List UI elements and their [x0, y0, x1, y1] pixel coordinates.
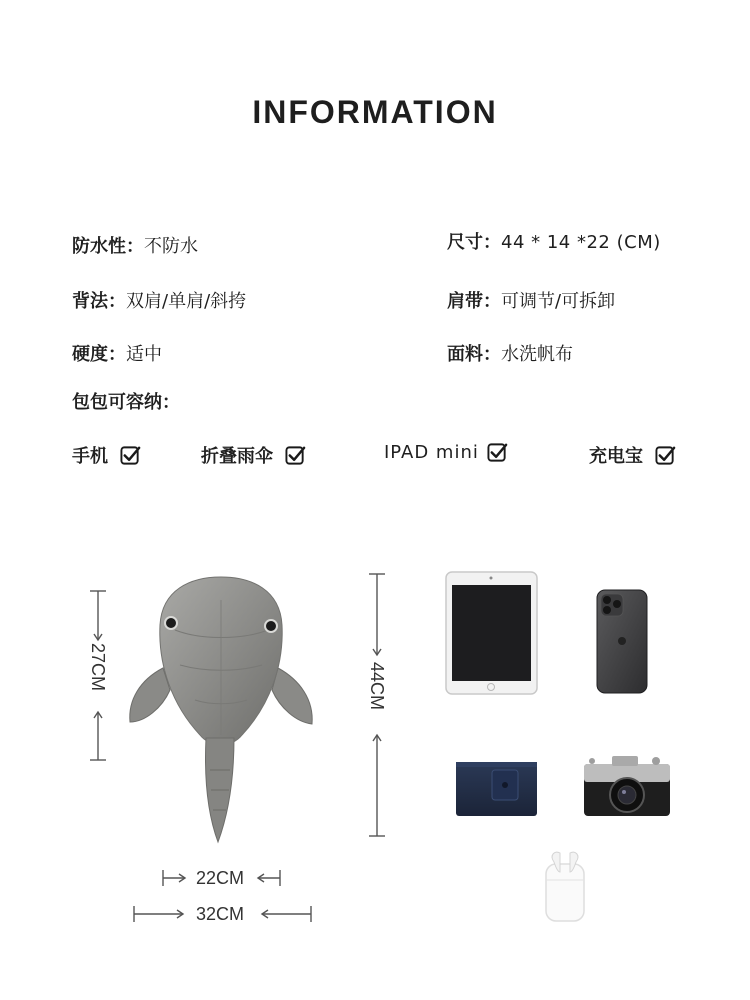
tablet-image	[446, 572, 537, 694]
spec-label: 肩带：	[447, 291, 501, 312]
capacity-item-label: 充电宝	[589, 446, 643, 467]
spec-label: 硬度：	[72, 344, 126, 365]
capacity-label-text: 包包可容纳：	[72, 392, 180, 413]
spec-value: 适中	[126, 344, 162, 365]
spec-value: 水洗帆布	[501, 344, 573, 365]
spec-value: 不防水	[144, 236, 198, 257]
spec-value: 双肩/单肩/斜挎	[126, 291, 247, 312]
spec-label: 背法：	[72, 291, 126, 312]
dimension-label-width-inner: 22CM	[196, 868, 245, 888]
wallet-image	[456, 762, 537, 816]
phone-image	[597, 590, 647, 693]
spec-label: 防水性：	[72, 236, 144, 257]
shark-bag-image	[130, 577, 312, 842]
spec-label: 面料：	[447, 344, 501, 365]
dimension-label-height-total: 44CM	[367, 662, 387, 711]
camera-image	[584, 756, 670, 816]
dimension-label-height-left: 27CM	[88, 643, 108, 692]
capacity-item-label: 手机	[72, 446, 108, 467]
spec-label: 尺寸：	[447, 232, 501, 253]
spec-value: 可调节/可拆卸	[501, 291, 616, 312]
earbuds-case-image	[546, 852, 584, 921]
capacity-item-label: IPAD mini	[384, 442, 479, 463]
spec-value: 44 * 14 *22 (CM)	[501, 232, 661, 253]
page-title: INFORMATION	[252, 94, 498, 130]
capacity-item-label: 折叠雨伞	[201, 446, 273, 467]
dimension-label-width-outer: 32CM	[196, 904, 245, 924]
